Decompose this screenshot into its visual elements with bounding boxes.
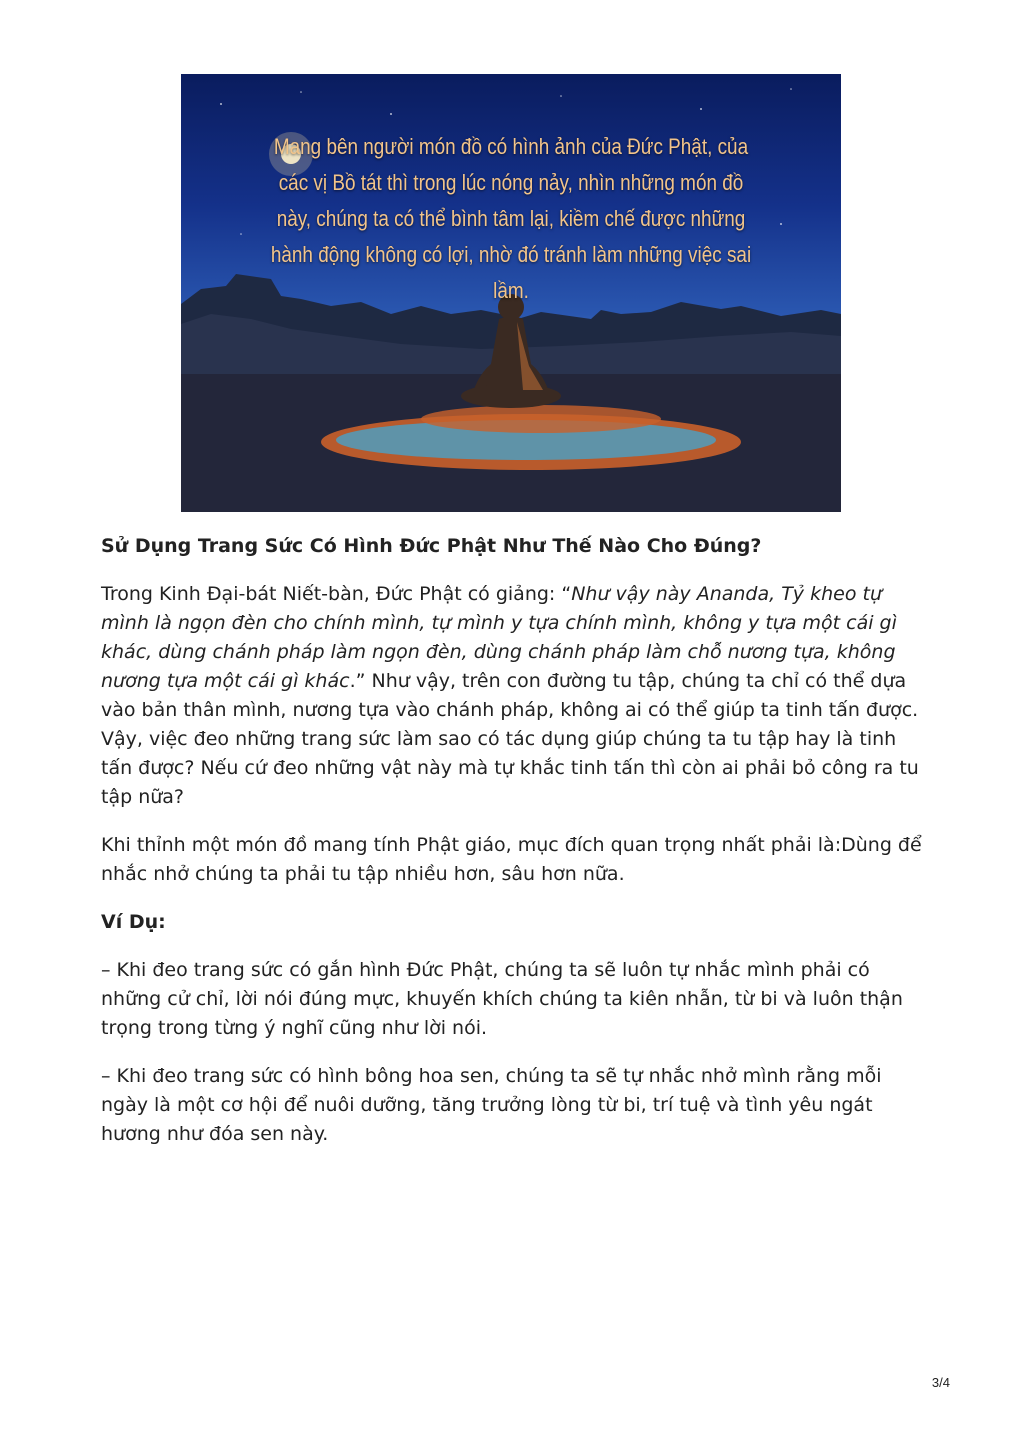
paragraph-kinh-dai-bat-niet-ban: [101, 580, 927, 812]
article-heading: Sử Dụng Trang Sức Có Hình Đức Phật Như Thế Nào Cho Đúng?: [101, 535, 762, 557]
page-number: 3/4: [931, 1375, 950, 1390]
hero-caption: Mang bên người món đồ có hình ảnh của Đức Phật, của các vị Bồ tát thì trong lúc nóng nảy, nhìn những món đồ này, chúng ta có thể bình tâm lại, kiềm chế được những hành động không có lợi, nhờ đó tránh làm những việc sai lầm.: [270, 134, 752, 303]
paragraph-rest: .” Như vậy, trên con đường tu tập, chúng ta chỉ có thể dựa vào bản thân mình, nương tựa vào chánh pháp, không ai có thể giúp ta tinh tấn được. Vậy, việc đeo những trang sức làm sao có tác dụng giúp chúng ta tu tập hay là tinh tấn được? Nếu cứ đeo những vật này mà tự khắc tinh tấn thì còn ai phải bỏ công ra tu tập nữa?: [101, 670, 919, 808]
article-body: [101, 532, 927, 1168]
example-heading: [101, 908, 927, 937]
example-buddha-jewelry: – Khi đeo trang sức có gắn hình Đức Phật, chúng ta sẽ luôn tự nhắc mình phải có những cử chỉ, lời nói đúng mực, khuyến khích chúng ta kiên nhẫn, từ bi và luôn thận trọng trong từng ý nghĩ cũng như lời nói.: [101, 959, 903, 1039]
hero-image: [181, 74, 841, 512]
example-heading-text: Ví Dụ:: [101, 911, 166, 933]
buddha-quote: Như vậy này Ananda, Tỷ kheo tự mình là ngọn đèn cho chính mình, tự mình y tựa chính mình, không y tựa một cái gì khác, dùng chánh pháp làm ngọn đèn, dùng chánh pháp làm chỗ nương tựa, không nương tựa một cái gì khác: [101, 583, 897, 692]
paragraph-intro: Trong Kinh Đại-bát Niết-bàn, Đức Phật có giảng: “: [101, 583, 572, 605]
example-lotus-jewelry: – Khi đeo trang sức có hình bông hoa sen, chúng ta sẽ tự nhắc nhở mình rằng mỗi ngày là một cơ hội để nuôi dưỡng, tăng trưởng lòng từ bi, trí tuệ và tình yêu ngát hương như đóa sen này.: [101, 1065, 882, 1145]
paragraph-purpose: Khi thỉnh một món đồ mang tính Phật giáo, mục đích quan trọng nhất phải là:Dùng để nhắc nhở chúng ta phải tu tập nhiều hơn, sâu hơn nữa.: [101, 834, 922, 885]
